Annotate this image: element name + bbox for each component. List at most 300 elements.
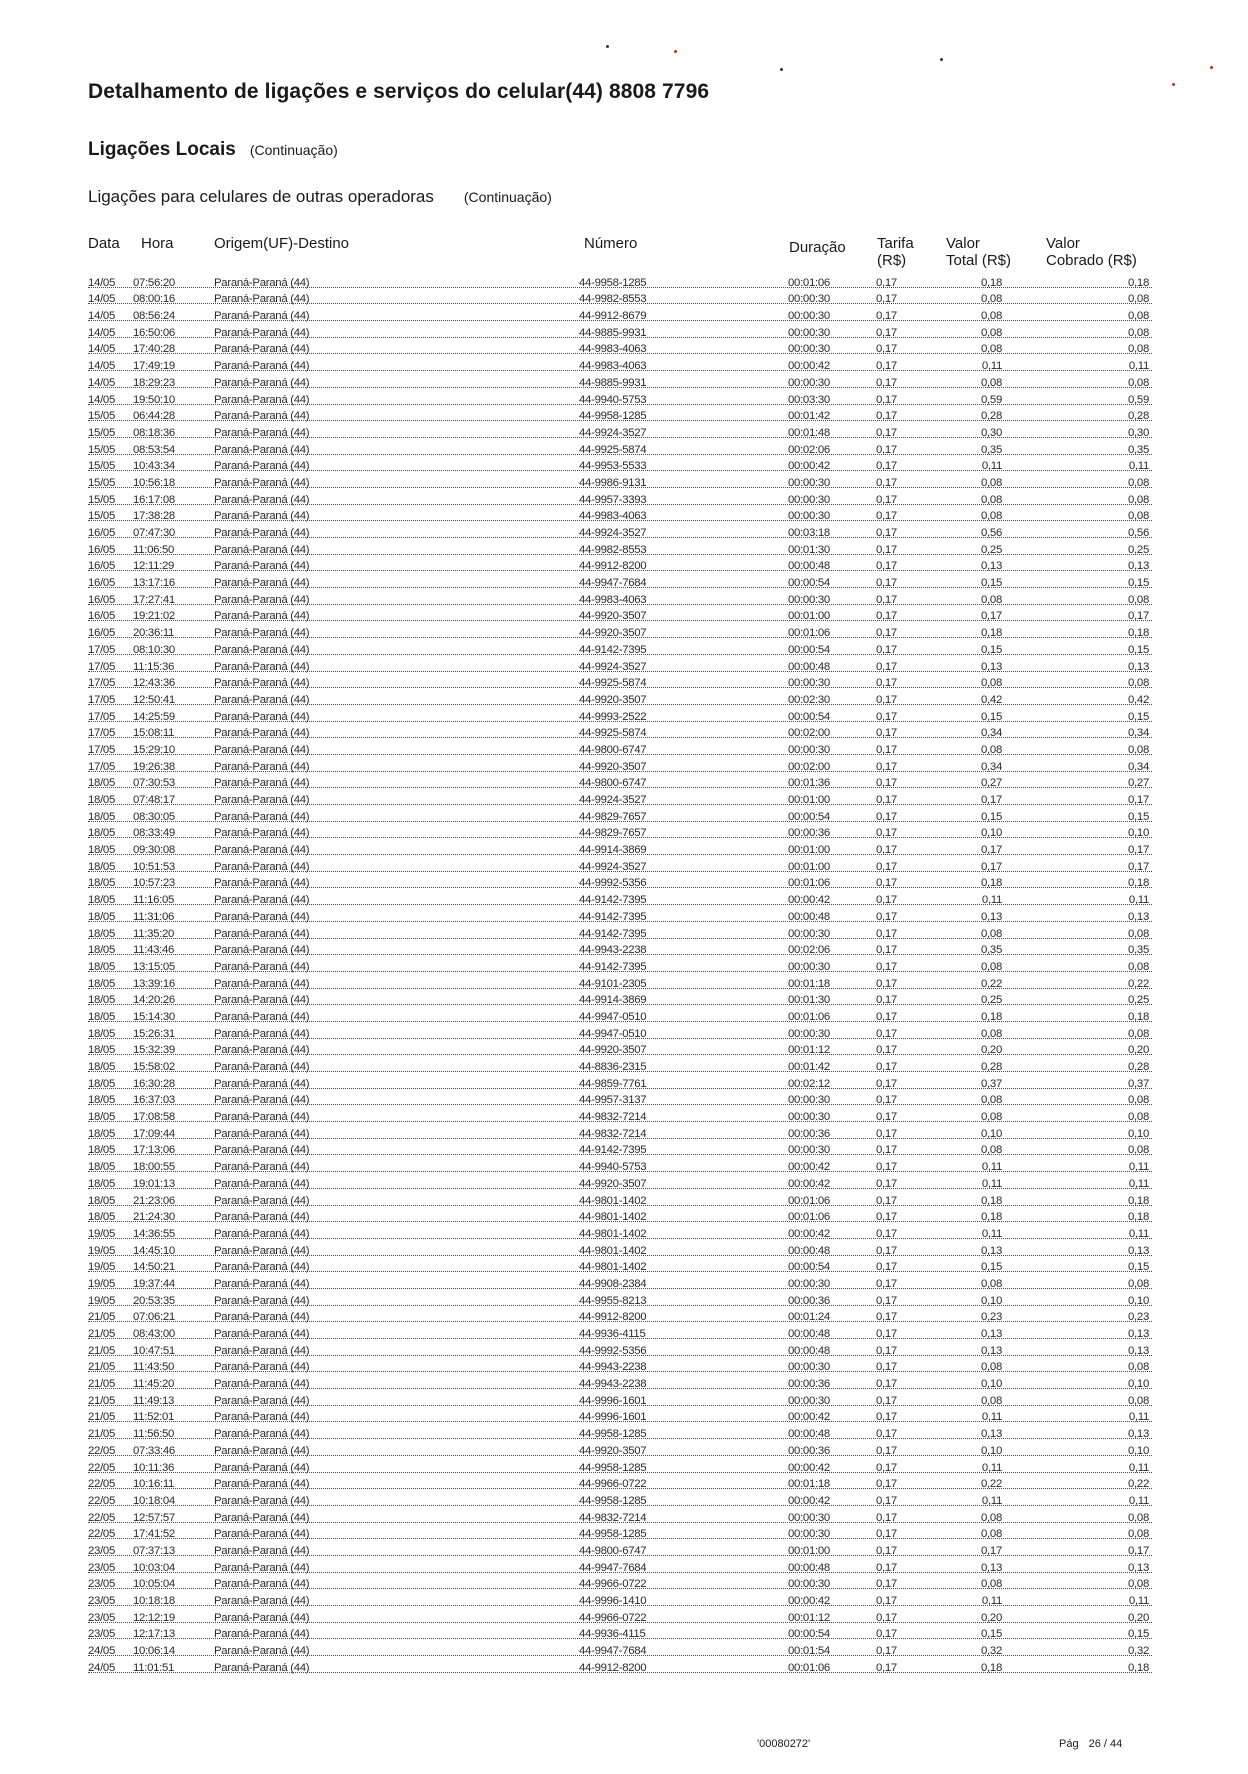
cell-numero: 44-9943-2238: [579, 944, 647, 957]
cell-duracao: 00:01:00: [788, 844, 830, 857]
table-row: [86, 1224, 1152, 1241]
cell-data: 18/05: [88, 777, 116, 790]
table-row: [86, 523, 1152, 540]
cell-hora: 08:53:54: [133, 443, 175, 456]
cell-valor-total: 0,08: [981, 493, 1002, 506]
cell-hora: 14:50:21: [133, 1261, 175, 1274]
table-row: [86, 1041, 1152, 1058]
cell-numero: 44-9957-3393: [579, 493, 647, 506]
cell-numero: 44-9924-3527: [579, 860, 647, 873]
cell-tarifa: 0,17: [876, 1361, 897, 1374]
cell-origem-destino: Paraná-Paraná (44): [214, 910, 310, 923]
table-row: [86, 423, 1152, 440]
cell-valor-total: 0,08: [981, 1027, 1002, 1040]
cell-valor-cobrado: 0,18: [1128, 1211, 1149, 1224]
cell-duracao: 00:00:30: [788, 927, 830, 940]
table-row: [86, 857, 1152, 874]
table-row: [86, 924, 1152, 941]
cell-origem-destino: Paraná-Paraná (44): [214, 994, 310, 1007]
cell-valor-total: 0,13: [981, 1244, 1002, 1257]
cell-numero: 44-9800-6747: [579, 777, 647, 790]
cell-valor-cobrado: 0,18: [1128, 877, 1149, 890]
cell-duracao: 00:01:42: [788, 1061, 830, 1073]
cell-valor-total: 0,08: [981, 1528, 1002, 1541]
cell-duracao: 00:01:06: [788, 627, 830, 640]
cell-numero: 44-9958-1285: [579, 1428, 647, 1441]
table-row: [86, 957, 1152, 974]
cell-data: 18/05: [88, 910, 116, 923]
cell-valor-cobrado: 0,10: [1128, 1378, 1149, 1391]
cell-valor-total: 0,08: [981, 743, 1002, 756]
cell-hora: 12:57:57: [133, 1511, 175, 1524]
cell-origem-destino: Paraná-Paraná (44): [214, 1061, 310, 1073]
cell-valor-total: 0,08: [981, 960, 1002, 973]
cell-duracao: 00:00:30: [788, 1277, 830, 1290]
cell-data: 18/05: [88, 1144, 116, 1157]
cell-numero: 44-9955-8213: [579, 1294, 647, 1307]
cell-hora: 10:05:04: [133, 1578, 175, 1591]
cell-numero: 44-9142-7395: [579, 960, 647, 973]
cell-origem-destino: Paraná-Paraná (44): [214, 1411, 310, 1424]
cell-origem-destino: Paraná-Paraná (44): [214, 1478, 310, 1491]
cell-numero: 44-9966-0722: [579, 1578, 647, 1591]
cell-hora: 08:00:16: [133, 293, 175, 306]
cell-valor-cobrado: 0,13: [1128, 1328, 1149, 1340]
cell-valor-cobrado: 0,18: [1128, 627, 1149, 640]
cell-valor-total: 0,11: [981, 360, 1002, 373]
table-row: [86, 690, 1152, 707]
cell-data: 16/05: [88, 593, 116, 606]
cell-hora: 07:30:53: [133, 777, 175, 790]
cell-tarifa: 0,17: [876, 1261, 897, 1274]
cell-origem-destino: Paraná-Paraná (44): [214, 343, 310, 356]
cell-valor-cobrado: 0,11: [1128, 1227, 1149, 1240]
cell-duracao: 00:00:30: [788, 376, 830, 389]
cell-hora: 07:56:20: [133, 276, 175, 289]
cell-numero: 44-9920-3507: [579, 693, 647, 706]
cell-numero: 44-9943-2238: [579, 1378, 647, 1391]
cell-numero: 44-9953-5533: [579, 460, 647, 473]
cell-data: 16/05: [88, 560, 116, 573]
cell-duracao: 00:00:30: [788, 593, 830, 606]
cell-valor-cobrado: 0,08: [1128, 1111, 1149, 1124]
cell-valor-total: 0,08: [981, 1578, 1002, 1591]
cell-data: 21/05: [88, 1428, 116, 1441]
page-value: 26 / 44: [1088, 1738, 1123, 1750]
cell-duracao: 00:00:30: [788, 310, 830, 323]
table-row: [86, 1291, 1152, 1308]
cell-tarifa: 0,17: [876, 310, 897, 323]
cell-hora: 11:06:50: [133, 543, 175, 556]
cell-numero: 44-9924-3527: [579, 426, 647, 439]
cell-duracao: 00:01:06: [788, 1194, 830, 1207]
cell-hora: 17:40:28: [133, 343, 175, 356]
cell-origem-destino: Paraná-Paraná (44): [214, 310, 310, 323]
cell-tarifa: 0,17: [876, 1277, 897, 1290]
cell-data: 17/05: [88, 743, 116, 756]
cell-duracao: 00:02:30: [788, 693, 830, 706]
cell-origem-destino: Paraná-Paraná (44): [214, 1261, 310, 1274]
cell-numero: 44-9801-1402: [579, 1194, 647, 1207]
cell-valor-cobrado: 0,08: [1128, 1511, 1149, 1524]
cell-numero: 44-9920-3507: [579, 1444, 647, 1457]
cell-tarifa: 0,17: [876, 527, 897, 539]
cell-valor-cobrado: 0,10: [1128, 827, 1149, 840]
cell-tarifa: 0,17: [876, 727, 897, 740]
cell-valor-total: 0,08: [981, 293, 1002, 306]
table-row: [86, 1374, 1152, 1391]
cell-duracao: 00:00:54: [788, 1628, 830, 1641]
cell-hora: 15:08:11: [133, 727, 175, 740]
cell-valor-cobrado: 0,20: [1128, 1611, 1149, 1624]
cell-data: 23/05: [88, 1561, 116, 1574]
cell-origem-destino: Paraná-Paraná (44): [214, 577, 310, 590]
cell-duracao: 00:01:06: [788, 276, 830, 289]
cell-tarifa: 0,17: [876, 810, 897, 823]
cell-valor-cobrado: 0,18: [1128, 1194, 1149, 1207]
cell-origem-destino: Paraná-Paraná (44): [214, 1528, 310, 1541]
cell-data: 23/05: [88, 1544, 116, 1557]
cell-valor-cobrado: 0,25: [1128, 543, 1149, 556]
cell-data: 18/05: [88, 894, 116, 907]
cell-valor-cobrado: 0,10: [1128, 1444, 1149, 1457]
cell-valor-cobrado: 0,11: [1128, 1494, 1149, 1507]
cell-data: 16/05: [88, 577, 116, 590]
call-table: [86, 273, 1152, 1675]
cell-valor-total: 0,23: [981, 1311, 1002, 1324]
table-row: [86, 1575, 1152, 1592]
cell-origem-destino: Paraná-Paraná (44): [214, 476, 310, 489]
cell-tarifa: 0,17: [876, 1428, 897, 1441]
cell-tarifa: 0,17: [876, 493, 897, 506]
cell-data: 17/05: [88, 643, 116, 656]
cell-valor-total: 0,34: [981, 727, 1002, 740]
cell-tarifa: 0,17: [876, 894, 897, 907]
cell-numero: 44-9920-3507: [579, 1044, 647, 1057]
cell-data: 19/05: [88, 1294, 116, 1307]
cell-origem-destino: Paraná-Paraná (44): [214, 1361, 310, 1374]
cell-hora: 17:08:58: [133, 1111, 175, 1124]
cell-hora: 10:16:11: [133, 1478, 175, 1491]
table-row: [86, 1124, 1152, 1141]
cell-tarifa: 0,17: [876, 443, 897, 456]
table-row: [86, 1157, 1152, 1174]
scan-speck: [780, 68, 783, 71]
cell-duracao: 00:00:30: [788, 743, 830, 756]
cell-numero: 44-9947-7684: [579, 1645, 647, 1658]
cell-valor-cobrado: 0,08: [1128, 1094, 1149, 1107]
cell-data: 18/05: [88, 827, 116, 840]
cell-tarifa: 0,17: [876, 777, 897, 790]
cell-valor-cobrado: 0,27: [1128, 777, 1149, 790]
cell-tarifa: 0,17: [876, 1511, 897, 1524]
cell-duracao: 00:00:48: [788, 1428, 830, 1441]
cell-valor-total: 0,11: [981, 894, 1002, 907]
cell-origem-destino: Paraná-Paraná (44): [214, 1544, 310, 1557]
cell-numero: 44-9936-4115: [579, 1628, 646, 1641]
table-row: [86, 1591, 1152, 1608]
cell-origem-destino: Paraná-Paraná (44): [214, 1494, 310, 1507]
cell-duracao: 00:00:42: [788, 360, 830, 373]
table-row: [86, 407, 1152, 424]
cell-tarifa: 0,17: [876, 977, 897, 990]
cell-data: 14/05: [88, 343, 116, 356]
cell-numero: 44-9885-9931: [579, 326, 647, 339]
cell-origem-destino: Paraná-Paraná (44): [214, 560, 310, 573]
cell-numero: 44-9983-4063: [579, 593, 647, 606]
cell-valor-total: 0,08: [981, 343, 1002, 356]
cell-numero: 44-9966-0722: [579, 1478, 647, 1491]
cell-data: 19/05: [88, 1227, 116, 1240]
cell-numero: 44-9925-5874: [579, 727, 647, 740]
column-header-valor-cobrado-line2: Cobrado (R$): [1046, 252, 1137, 269]
cell-duracao: 00:03:30: [788, 393, 830, 406]
cell-tarifa: 0,17: [876, 1010, 897, 1023]
cell-valor-total: 0,17: [981, 844, 1002, 857]
cell-numero: 44-9958-1285: [579, 1494, 647, 1507]
cell-tarifa: 0,17: [876, 1528, 897, 1541]
cell-origem-destino: Paraná-Paraná (44): [214, 276, 310, 289]
cell-tarifa: 0,17: [876, 1378, 897, 1391]
cell-origem-destino: Paraná-Paraná (44): [214, 1561, 310, 1574]
cell-origem-destino: Paraná-Paraná (44): [214, 727, 310, 740]
cell-valor-cobrado: 0,35: [1128, 443, 1149, 456]
cell-valor-cobrado: 0,22: [1128, 1478, 1149, 1491]
cell-tarifa: 0,17: [876, 1411, 897, 1424]
cell-duracao: 00:01:42: [788, 410, 830, 423]
table-row: [86, 991, 1152, 1008]
cell-origem-destino: Paraná-Paraná (44): [214, 1661, 310, 1674]
cell-duracao: 00:02:06: [788, 944, 830, 957]
cell-data: 15/05: [88, 510, 116, 523]
cell-valor-cobrado: 0,17: [1128, 844, 1149, 857]
cell-tarifa: 0,17: [876, 693, 897, 706]
table-row: [86, 457, 1152, 474]
cell-valor-cobrado: 0,15: [1128, 710, 1149, 723]
scan-speck: [1172, 83, 1175, 86]
cell-duracao: 00:00:30: [788, 293, 830, 306]
cell-numero: 44-9983-4063: [579, 343, 647, 356]
cell-origem-destino: Paraná-Paraná (44): [214, 1595, 310, 1607]
cell-duracao: 00:03:18: [788, 527, 830, 539]
cell-tarifa: 0,17: [876, 460, 897, 473]
cell-tarifa: 0,17: [876, 1211, 897, 1224]
subsection-label: Ligações para celulares de outras operadoras: [88, 187, 434, 206]
cell-valor-cobrado: 0,11: [1128, 1411, 1149, 1424]
cell-origem-destino: Paraná-Paraná (44): [214, 1244, 310, 1257]
cell-hora: 17:38:28: [133, 510, 175, 523]
cell-hora: 08:33:49: [133, 827, 175, 840]
cell-valor-cobrado: 0,11: [1128, 360, 1149, 373]
cell-duracao: 00:00:30: [788, 1578, 830, 1591]
cell-tarifa: 0,17: [876, 1077, 897, 1090]
cell-valor-cobrado: 0,13: [1128, 1244, 1149, 1257]
cell-origem-destino: Paraná-Paraná (44): [214, 1161, 310, 1174]
cell-hora: 10:18:04: [133, 1494, 175, 1507]
cell-data: 16/05: [88, 543, 116, 556]
cell-duracao: 00:00:54: [788, 577, 830, 590]
cell-valor-cobrado: 0,08: [1128, 493, 1149, 506]
cell-duracao: 00:00:30: [788, 1094, 830, 1107]
column-header-numero: Número: [584, 235, 638, 252]
cell-valor-total: 0,08: [981, 593, 1002, 606]
cell-duracao: 00:02:06: [788, 443, 830, 456]
cell-valor-total: 0,17: [981, 860, 1002, 873]
column-header-duracao: Duração: [789, 239, 846, 256]
cell-numero: 44-9925-5874: [579, 677, 647, 690]
cell-valor-cobrado: 0,11: [1128, 1461, 1149, 1474]
cell-data: 22/05: [88, 1461, 116, 1474]
cell-valor-total: 0,13: [981, 1428, 1002, 1441]
cell-numero: 44-9947-7684: [579, 1561, 647, 1574]
cell-origem-destino: Paraná-Paraná (44): [214, 1628, 310, 1641]
cell-valor-cobrado: 0,08: [1128, 743, 1149, 756]
cell-origem-destino: Paraná-Paraná (44): [214, 1444, 310, 1457]
cell-duracao: 00:00:48: [788, 1344, 830, 1357]
cell-hora: 11:01:51: [133, 1661, 175, 1674]
table-row: [86, 790, 1152, 807]
cell-valor-cobrado: 0,34: [1128, 727, 1149, 740]
cell-duracao: 00:01:06: [788, 1211, 830, 1224]
cell-tarifa: 0,17: [876, 510, 897, 523]
cell-valor-total: 0,34: [981, 760, 1002, 773]
cell-hora: 15:26:31: [133, 1027, 175, 1040]
cell-tarifa: 0,17: [876, 1127, 897, 1140]
subsection-note: (Continuação): [463, 189, 552, 205]
cell-data: 14/05: [88, 293, 116, 306]
cell-duracao: 00:00:54: [788, 1261, 830, 1274]
cell-valor-total: 0,25: [981, 543, 1002, 556]
cell-valor-total: 0,08: [981, 310, 1002, 323]
cell-data: 18/05: [88, 1211, 116, 1224]
cell-data: 21/05: [88, 1394, 116, 1407]
table-row: [86, 323, 1152, 340]
cell-numero: 44-9924-3527: [579, 794, 647, 806]
cell-origem-destino: Paraná-Paraná (44): [214, 1645, 310, 1658]
cell-origem-destino: Paraná-Paraná (44): [214, 1027, 310, 1040]
cell-numero: 44-9832-7214: [579, 1127, 647, 1140]
cell-numero: 44-9142-7395: [579, 1144, 647, 1157]
cell-tarifa: 0,17: [876, 1111, 897, 1124]
table-row: [86, 1558, 1152, 1575]
cell-duracao: 00:01:00: [788, 794, 830, 806]
cell-numero: 44-9992-5356: [579, 877, 647, 890]
cell-tarifa: 0,17: [876, 543, 897, 556]
cell-tarifa: 0,17: [876, 1661, 897, 1674]
cell-valor-cobrado: 0,25: [1128, 994, 1149, 1007]
cell-hora: 10:43:34: [133, 460, 175, 473]
cell-origem-destino: Paraná-Paraná (44): [214, 360, 310, 373]
cell-numero: 44-9832-7214: [579, 1511, 647, 1524]
cell-data: 22/05: [88, 1528, 116, 1541]
cell-origem-destino: Paraná-Paraná (44): [214, 1461, 310, 1474]
cell-valor-total: 0,18: [981, 1661, 1002, 1674]
cell-origem-destino: Paraná-Paraná (44): [214, 376, 310, 389]
cell-numero: 44-9924-3527: [579, 660, 647, 673]
cell-origem-destino: Paraná-Paraná (44): [214, 1511, 310, 1524]
cell-data: 18/05: [88, 1194, 116, 1207]
cell-numero: 44-9920-3507: [579, 1177, 647, 1190]
cell-data: 21/05: [88, 1378, 116, 1391]
table-row: [86, 674, 1152, 691]
cell-valor-cobrado: 0,59: [1128, 393, 1149, 406]
cell-duracao: 00:00:42: [788, 1177, 830, 1190]
cell-valor-cobrado: 0,11: [1128, 1161, 1149, 1174]
cell-numero: 44-9920-3507: [579, 610, 647, 623]
cell-valor-total: 0,08: [981, 1361, 1002, 1374]
cell-hora: 08:10:30: [133, 643, 175, 656]
cell-duracao: 00:00:54: [788, 643, 830, 656]
cell-tarifa: 0,17: [876, 627, 897, 640]
cell-data: 21/05: [88, 1411, 116, 1424]
cell-data: 18/05: [88, 977, 116, 990]
cell-hora: 19:50:10: [133, 393, 175, 406]
cell-tarifa: 0,17: [876, 827, 897, 840]
cell-valor-cobrado: 0,08: [1128, 677, 1149, 690]
cell-data: 18/05: [88, 860, 116, 873]
cell-valor-total: 0,13: [981, 660, 1002, 673]
cell-numero: 44-9142-7395: [579, 910, 647, 923]
cell-origem-destino: Paraná-Paraná (44): [214, 894, 310, 907]
cell-valor-cobrado: 0,13: [1128, 910, 1149, 923]
cell-valor-total: 0,10: [981, 1444, 1002, 1457]
cell-numero: 44-9908-2384: [579, 1277, 647, 1290]
cell-tarifa: 0,17: [876, 1645, 897, 1658]
cell-duracao: 00:01:06: [788, 1010, 830, 1023]
cell-valor-cobrado: 0,08: [1128, 1361, 1149, 1374]
column-header-valor-total: [946, 235, 1011, 269]
table-row: [86, 306, 1152, 323]
cell-hora: 17:41:52: [133, 1528, 175, 1541]
cell-numero: 44-9947-7684: [579, 577, 647, 590]
cell-tarifa: 0,17: [876, 994, 897, 1007]
cell-tarifa: 0,17: [876, 1461, 897, 1474]
cell-valor-total: 0,56: [981, 527, 1002, 539]
cell-valor-cobrado: 0,56: [1128, 527, 1149, 539]
column-header-valor-total-line2: Total (R$): [946, 252, 1012, 269]
cell-data: 23/05: [88, 1628, 116, 1641]
cell-tarifa: 0,17: [876, 593, 897, 606]
table-row: [86, 1608, 1152, 1625]
table-row: [86, 1358, 1152, 1375]
cell-duracao: 00:00:30: [788, 1111, 830, 1124]
cell-numero: 44-9940-5753: [579, 393, 647, 406]
cell-tarifa: 0,17: [876, 410, 897, 423]
page-number: [1059, 1738, 1122, 1750]
cell-valor-cobrado: 0,32: [1128, 1645, 1149, 1658]
cell-valor-total: 0,11: [981, 1161, 1002, 1174]
cell-hora: 21:24:30: [133, 1211, 175, 1224]
cell-data: 14/05: [88, 360, 116, 373]
cell-valor-total: 0,25: [981, 994, 1002, 1007]
cell-tarifa: 0,17: [876, 910, 897, 923]
cell-origem-destino: Paraná-Paraná (44): [214, 1010, 310, 1023]
cell-duracao: 00:00:30: [788, 510, 830, 523]
cell-hora: 08:18:36: [133, 426, 175, 439]
cell-data: 19/05: [88, 1261, 116, 1274]
cell-origem-destino: Paraná-Paraná (44): [214, 1111, 310, 1124]
cell-numero: 44-9992-5356: [579, 1344, 647, 1357]
table-row: [86, 540, 1152, 557]
cell-origem-destino: Paraná-Paraná (44): [214, 393, 310, 406]
cell-valor-cobrado: 0,17: [1128, 1544, 1149, 1557]
cell-duracao: 00:01:18: [788, 1478, 830, 1491]
table-row: [86, 1091, 1152, 1108]
cell-data: 18/05: [88, 1177, 116, 1190]
cell-origem-destino: Paraná-Paraná (44): [214, 543, 310, 556]
cell-valor-total: 0,08: [981, 476, 1002, 489]
cell-numero: 44-9958-1285: [579, 1528, 647, 1541]
